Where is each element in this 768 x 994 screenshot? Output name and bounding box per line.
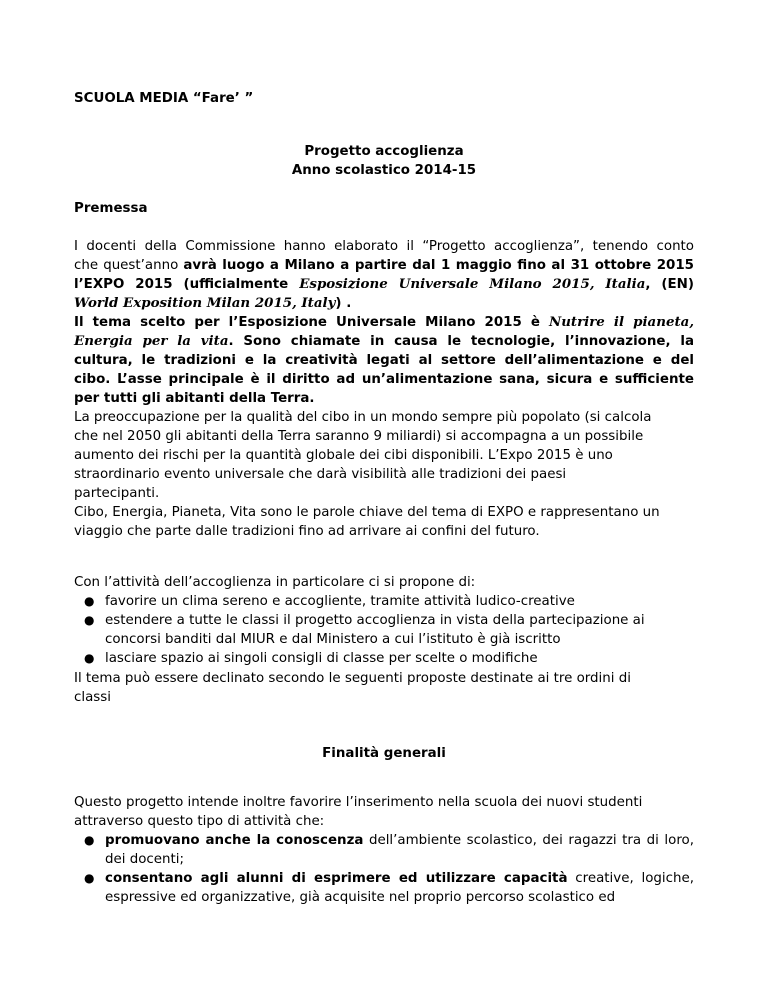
finalita-paragraph [74,793,694,907]
intro-text: l’EXPO 2015 (ufficialmente [74,277,300,292]
intro-text: . Sono chiamate in causa le tecnologie, l’innovazione, la [228,334,694,349]
intro-line: Cibo, Energia, Pianeta, Vita sono le parole chiave del tema di EXPO e rappresentano un [74,505,660,520]
expo-official-name: Esposizione Universale Milano 2015, Italia [299,276,646,292]
finalita-line: attraverso questo tipo di attività che: [74,814,325,829]
objectives-list [74,592,694,668]
expo-theme: Nutrire il pianeta, [548,314,694,330]
intro-line: partecipanti. [74,486,160,501]
finalita-list [74,831,694,907]
list-item [74,649,694,668]
project-title: Progetto accoglienza [304,144,464,159]
intro-line: cibo. L’asse principale è il diritto ad un’alimentazione sana, sicura e sufficiente [74,372,694,387]
objectives-lead: Con l’attività dell’accoglienza in particolare ci si propone di: [74,575,476,590]
list-item-text: lasciare spazio ai singoli consigli di classe per scelte o modifiche [105,651,538,666]
bullet-icon: ● [84,594,95,608]
intro-line: per tutti gli abitanti della Terra. [74,391,315,406]
finalita-heading: Finalità generali [322,746,446,761]
expo-theme-cont: Energia per la vita [74,333,229,349]
intro-text: ) . [335,296,352,311]
intro-line: straordinario evento universale che darà visibilità alle tradizioni dei paesi [74,467,567,482]
intro-line: che nel 2050 gli abitanti della Terra saranno 9 miliardi) si accompagna a un possibile [74,429,644,444]
list-item-text: creative, logiche, espressive ed organizzative, già acquisite nel proprio percorso scolastico ed [105,871,694,905]
intro-text: , (EN) [645,277,694,292]
list-item [74,592,694,611]
intro-line: I docenti della Commissione hanno elaborato il “Progetto accoglienza”, tenendo conto [74,239,694,254]
intro-line [74,294,694,313]
list-item [74,611,694,649]
theme-paragraph [74,669,694,707]
intro-text: che quest’anno [74,258,184,273]
list-item-text: dell’ambiente scolastico, dei ragazzi tra di loro, dei docenti; [105,833,694,867]
bullet-icon: ● [84,651,95,665]
list-item-bold: consentano agli alunni di esprimere ed utilizzare capacità [105,871,568,886]
expo-english-name: World Exposition Milan 2015, Italy [74,295,336,311]
intro-line: La preoccupazione per la qualità del cibo in un mondo sempre più popolato (si calcola [74,410,652,425]
intro-line: viaggio che parte dalle tradizioni fino ad arrivare ai confini del futuro. [74,524,540,539]
list-item [74,831,694,869]
intro-line [74,275,694,294]
bullet-icon: ● [84,833,95,847]
theme-line: classi [74,690,111,705]
intro-paragraph [74,237,694,541]
school-year: Anno scolastico 2014-15 [291,163,477,178]
objectives-section [74,573,694,668]
finalita-line: Questo progetto intende inoltre favorire l’inserimento nella scuola dei nuovi studenti [74,795,643,810]
intro-line: aumento dei rischi per la quantità globale dei cibi disponibili. L’Expo 2015 è uno [74,448,613,463]
school-name: SCUOLA MEDIA “Fare’ ” [74,91,254,106]
theme-line: Il tema può essere declinato secondo le seguenti proposte destinate ai tre ordini di [74,671,631,686]
intro-text: Il tema scelto per l’Esposizione Universale Milano 2015 è [74,315,549,330]
list-item [74,869,694,907]
intro-line [74,332,694,351]
expo-dates: avrà luogo a Milano a partire dal 1 maggio fino al 31 ottobre 2015 [183,258,694,273]
intro-line [74,313,694,332]
premessa-heading: Premessa [74,201,148,216]
intro-line [74,256,694,275]
bullet-icon: ● [84,871,95,885]
list-item-bold: promuovano anche la conoscenza [105,833,364,848]
bullet-icon: ● [84,613,95,627]
list-item-text: estendere a tutte le classi il progetto accoglienza in vista della partecipazione ai concorsi banditi dal MIUR e dal Ministero a cui l’istituto è già iscritto [105,613,645,647]
intro-line: cultura, le tradizioni e la creatività legati al settore dell’alimentazione e del [74,353,694,368]
list-item-text: favorire un clima sereno e accogliente, tramite attività ludico-creative [105,594,575,609]
